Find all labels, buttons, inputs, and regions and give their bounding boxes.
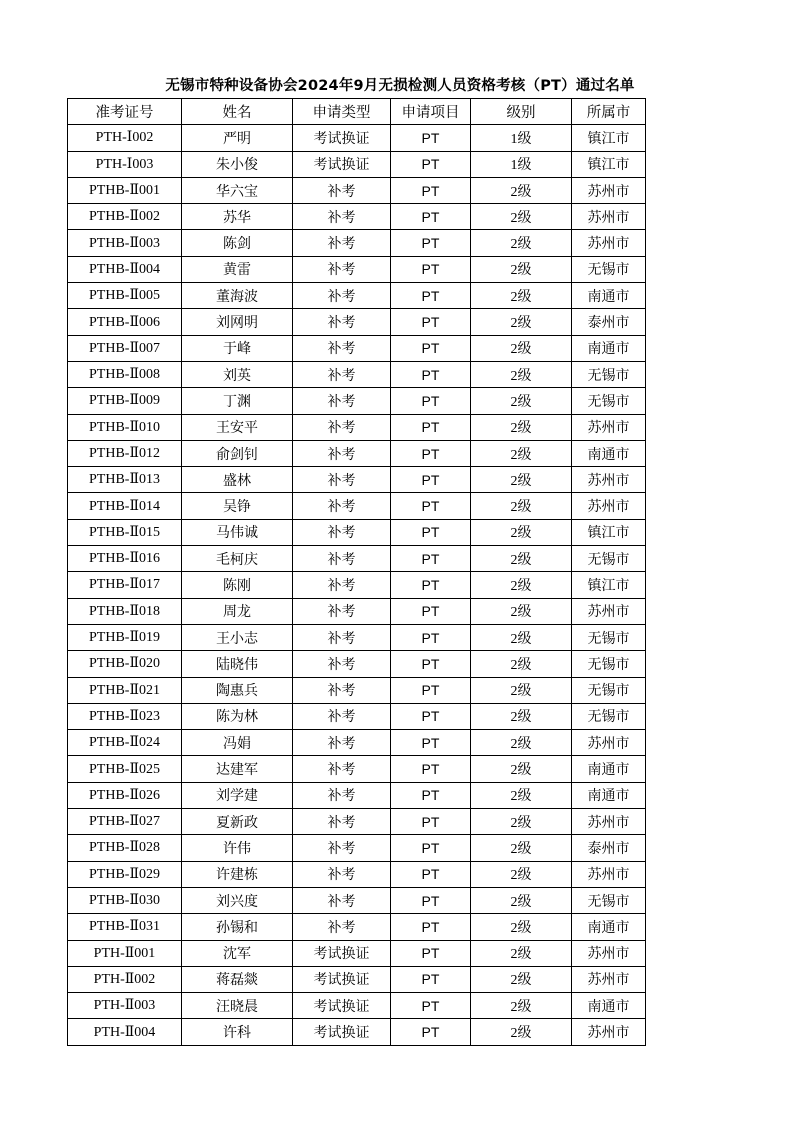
cell-application-type: 补考: [293, 440, 391, 466]
cell-application-item: PT: [391, 677, 471, 703]
cell-application-item: PT: [391, 703, 471, 729]
cell-application-item: PT: [391, 361, 471, 387]
cell-application-type: 补考: [293, 493, 391, 519]
table-row: [68, 651, 646, 677]
cell-level: 2级: [471, 782, 572, 808]
cell-name: 王小志: [182, 624, 293, 650]
cell-exam-number: PTHB-Ⅱ009: [68, 388, 182, 414]
table-row: [68, 519, 646, 545]
cell-application-type: 补考: [293, 887, 391, 913]
table-row: [68, 730, 646, 756]
table-row: [68, 309, 646, 335]
cell-name: 黄雷: [182, 256, 293, 282]
cell-exam-number: PTH-Ⅱ001: [68, 940, 182, 966]
cell-name: 陈为林: [182, 703, 293, 729]
cell-application-type: 补考: [293, 703, 391, 729]
cell-level: 2级: [471, 493, 572, 519]
cell-level: 2级: [471, 388, 572, 414]
cell-application-item: PT: [391, 914, 471, 940]
cell-application-item: PT: [391, 624, 471, 650]
cell-exam-number: PTH-Ⅱ004: [68, 1019, 182, 1045]
cell-exam-number: PTHB-Ⅱ024: [68, 730, 182, 756]
cell-city: 泰州市: [572, 835, 646, 861]
cell-level: 2级: [471, 651, 572, 677]
cell-name: 盛林: [182, 467, 293, 493]
cell-city: 南通市: [572, 440, 646, 466]
cell-application-item: PT: [391, 993, 471, 1019]
cell-application-item: PT: [391, 388, 471, 414]
cell-name: 沈军: [182, 940, 293, 966]
cell-application-type: 补考: [293, 519, 391, 545]
cell-exam-number: PTHB-Ⅱ017: [68, 572, 182, 598]
cell-exam-number: PTHB-Ⅱ016: [68, 546, 182, 572]
cell-level: 2级: [471, 809, 572, 835]
table-row: [68, 940, 646, 966]
cell-name: 陆晓伟: [182, 651, 293, 677]
cell-name: 刘英: [182, 361, 293, 387]
header-level: 级别: [471, 99, 572, 125]
cell-city: 南通市: [572, 914, 646, 940]
cell-application-type: 考试换证: [293, 1019, 391, 1045]
cell-application-item: PT: [391, 572, 471, 598]
cell-level: 2级: [471, 861, 572, 887]
cell-application-item: PT: [391, 256, 471, 282]
cell-application-type: 考试换证: [293, 940, 391, 966]
cell-application-item: PT: [391, 782, 471, 808]
table-row: [68, 335, 646, 361]
cell-level: 1级: [471, 151, 572, 177]
cell-city: 镇江市: [572, 125, 646, 151]
cell-name: 汪晓晨: [182, 993, 293, 1019]
cell-application-type: 补考: [293, 204, 391, 230]
cell-application-item: PT: [391, 1019, 471, 1045]
cell-application-type: 补考: [293, 861, 391, 887]
cell-application-item: PT: [391, 440, 471, 466]
cell-application-item: PT: [391, 651, 471, 677]
table-row: [68, 493, 646, 519]
cell-city: 泰州市: [572, 309, 646, 335]
cell-city: 无锡市: [572, 887, 646, 913]
cell-exam-number: PTHB-Ⅱ023: [68, 703, 182, 729]
cell-application-item: PT: [391, 493, 471, 519]
cell-level: 2级: [471, 993, 572, 1019]
table-row: [68, 598, 646, 624]
cell-name: 苏华: [182, 204, 293, 230]
cell-name: 许伟: [182, 835, 293, 861]
cell-application-type: 补考: [293, 177, 391, 203]
cell-exam-number: PTHB-Ⅱ013: [68, 467, 182, 493]
cell-exam-number: PTHB-Ⅱ031: [68, 914, 182, 940]
table-row: [68, 993, 646, 1019]
cell-name: 达建军: [182, 756, 293, 782]
cell-city: 南通市: [572, 756, 646, 782]
cell-exam-number: PTHB-Ⅱ020: [68, 651, 182, 677]
cell-application-type: 考试换证: [293, 966, 391, 992]
cell-level: 2级: [471, 966, 572, 992]
cell-application-type: 补考: [293, 598, 391, 624]
cell-name: 陈刚: [182, 572, 293, 598]
cell-application-item: PT: [391, 519, 471, 545]
cell-city: 苏州市: [572, 414, 646, 440]
cell-name: 夏新政: [182, 809, 293, 835]
cell-city: 镇江市: [572, 519, 646, 545]
cell-level: 2级: [471, 730, 572, 756]
cell-name: 毛柯庆: [182, 546, 293, 572]
results-table: [67, 98, 646, 1046]
cell-exam-number: PTH-Ⅱ003: [68, 993, 182, 1019]
table-row: [68, 256, 646, 282]
header-city: 所属市: [572, 99, 646, 125]
cell-name: 丁渊: [182, 388, 293, 414]
cell-application-item: PT: [391, 177, 471, 203]
cell-city: 无锡市: [572, 703, 646, 729]
cell-application-item: PT: [391, 940, 471, 966]
cell-level: 2级: [471, 256, 572, 282]
header-name: 姓名: [182, 99, 293, 125]
cell-application-item: PT: [391, 414, 471, 440]
header-application-type: 申请类型: [293, 99, 391, 125]
cell-application-type: 补考: [293, 624, 391, 650]
cell-name: 朱小俊: [182, 151, 293, 177]
cell-city: 无锡市: [572, 361, 646, 387]
cell-city: 苏州市: [572, 861, 646, 887]
cell-exam-number: PTH-Ⅰ002: [68, 125, 182, 151]
table-row: [68, 809, 646, 835]
cell-city: 无锡市: [572, 546, 646, 572]
cell-name: 冯娟: [182, 730, 293, 756]
cell-exam-number: PTHB-Ⅱ030: [68, 887, 182, 913]
table-row: [68, 835, 646, 861]
table-row: [68, 1019, 646, 1045]
cell-application-type: 考试换证: [293, 125, 391, 151]
cell-application-type: 补考: [293, 730, 391, 756]
cell-name: 董海波: [182, 283, 293, 309]
cell-application-type: 补考: [293, 467, 391, 493]
cell-level: 2级: [471, 677, 572, 703]
cell-city: 无锡市: [572, 677, 646, 703]
cell-application-type: 补考: [293, 651, 391, 677]
cell-exam-number: PTHB-Ⅱ027: [68, 809, 182, 835]
table-row: [68, 230, 646, 256]
cell-application-type: 补考: [293, 309, 391, 335]
cell-application-item: PT: [391, 966, 471, 992]
cell-name: 周龙: [182, 598, 293, 624]
cell-level: 2级: [471, 703, 572, 729]
cell-application-item: PT: [391, 546, 471, 572]
table-row: [68, 887, 646, 913]
cell-exam-number: PTH-Ⅰ003: [68, 151, 182, 177]
cell-level: 2级: [471, 177, 572, 203]
document-title: 无锡市特种设备协会2024年9月无损检测人员资格考核（PT）通过名单: [165, 78, 635, 94]
cell-city: 南通市: [572, 993, 646, 1019]
cell-exam-number: PTHB-Ⅱ029: [68, 861, 182, 887]
cell-name: 许建栋: [182, 861, 293, 887]
table-row: [68, 388, 646, 414]
cell-level: 2级: [471, 572, 572, 598]
cell-application-item: PT: [391, 861, 471, 887]
table-row: [68, 624, 646, 650]
table-row: [68, 914, 646, 940]
cell-city: 苏州市: [572, 598, 646, 624]
cell-city: 无锡市: [572, 256, 646, 282]
table-row: [68, 125, 646, 151]
cell-exam-number: PTHB-Ⅱ015: [68, 519, 182, 545]
cell-level: 2级: [471, 835, 572, 861]
cell-exam-number: PTHB-Ⅱ028: [68, 835, 182, 861]
cell-application-item: PT: [391, 730, 471, 756]
cell-application-item: PT: [391, 335, 471, 361]
table-row: [68, 966, 646, 992]
cell-name: 严明: [182, 125, 293, 151]
cell-city: 无锡市: [572, 651, 646, 677]
cell-level: 2级: [471, 887, 572, 913]
cell-application-item: PT: [391, 467, 471, 493]
cell-application-type: 补考: [293, 756, 391, 782]
cell-city: 镇江市: [572, 572, 646, 598]
table-row: [68, 756, 646, 782]
cell-application-item: PT: [391, 598, 471, 624]
header-exam-number: 准考证号: [68, 99, 182, 125]
cell-level: 2级: [471, 467, 572, 493]
cell-name: 于峰: [182, 335, 293, 361]
cell-application-item: PT: [391, 125, 471, 151]
cell-application-type: 补考: [293, 914, 391, 940]
cell-application-type: 考试换证: [293, 151, 391, 177]
cell-exam-number: PTHB-Ⅱ010: [68, 414, 182, 440]
cell-level: 2级: [471, 283, 572, 309]
cell-level: 2级: [471, 598, 572, 624]
cell-application-type: 补考: [293, 283, 391, 309]
cell-name: 俞剑钊: [182, 440, 293, 466]
cell-level: 2级: [471, 546, 572, 572]
cell-name: 陈剑: [182, 230, 293, 256]
cell-city: 南通市: [572, 782, 646, 808]
cell-name: 刘兴度: [182, 887, 293, 913]
cell-level: 2级: [471, 914, 572, 940]
cell-city: 南通市: [572, 335, 646, 361]
cell-application-type: 补考: [293, 335, 391, 361]
cell-level: 2级: [471, 361, 572, 387]
cell-city: 苏州市: [572, 1019, 646, 1045]
table-row: [68, 414, 646, 440]
cell-level: 2级: [471, 440, 572, 466]
cell-application-item: PT: [391, 887, 471, 913]
cell-application-type: 补考: [293, 230, 391, 256]
cell-application-type: 补考: [293, 256, 391, 282]
table-row: [68, 283, 646, 309]
cell-name: 刘学建: [182, 782, 293, 808]
cell-name: 刘网明: [182, 309, 293, 335]
cell-name: 许科: [182, 1019, 293, 1045]
table-row: [68, 677, 646, 703]
cell-application-item: PT: [391, 283, 471, 309]
cell-exam-number: PTHB-Ⅱ007: [68, 335, 182, 361]
cell-city: 镇江市: [572, 151, 646, 177]
cell-application-type: 考试换证: [293, 993, 391, 1019]
cell-city: 苏州市: [572, 467, 646, 493]
cell-city: 苏州市: [572, 230, 646, 256]
cell-level: 2级: [471, 756, 572, 782]
cell-name: 马伟诚: [182, 519, 293, 545]
cell-city: 苏州市: [572, 966, 646, 992]
cell-application-type: 补考: [293, 414, 391, 440]
cell-exam-number: PTHB-Ⅱ021: [68, 677, 182, 703]
cell-level: 2级: [471, 335, 572, 361]
cell-application-type: 补考: [293, 835, 391, 861]
cell-level: 2级: [471, 519, 572, 545]
cell-exam-number: PTHB-Ⅱ025: [68, 756, 182, 782]
cell-exam-number: PTHB-Ⅱ008: [68, 361, 182, 387]
cell-exam-number: PTHB-Ⅱ012: [68, 440, 182, 466]
cell-city: 南通市: [572, 283, 646, 309]
cell-exam-number: PTHB-Ⅱ018: [68, 598, 182, 624]
table-row: [68, 204, 646, 230]
cell-application-type: 补考: [293, 782, 391, 808]
cell-name: 陶惠兵: [182, 677, 293, 703]
cell-exam-number: PTHB-Ⅱ006: [68, 309, 182, 335]
cell-application-type: 补考: [293, 677, 391, 703]
cell-exam-number: PTH-Ⅱ002: [68, 966, 182, 992]
table-row: [68, 572, 646, 598]
cell-application-item: PT: [391, 204, 471, 230]
cell-application-type: 补考: [293, 572, 391, 598]
cell-exam-number: PTHB-Ⅱ002: [68, 204, 182, 230]
cell-level: 2级: [471, 309, 572, 335]
cell-name: 吴铮: [182, 493, 293, 519]
cell-exam-number: PTHB-Ⅱ014: [68, 493, 182, 519]
cell-application-item: PT: [391, 230, 471, 256]
table-row: [68, 467, 646, 493]
cell-name: 孙锡和: [182, 914, 293, 940]
cell-application-type: 补考: [293, 546, 391, 572]
cell-city: 苏州市: [572, 493, 646, 519]
cell-application-item: PT: [391, 151, 471, 177]
table-row: [68, 703, 646, 729]
cell-application-item: PT: [391, 309, 471, 335]
cell-city: 苏州市: [572, 809, 646, 835]
cell-level: 2级: [471, 1019, 572, 1045]
cell-level: 2级: [471, 940, 572, 966]
cell-exam-number: PTHB-Ⅱ026: [68, 782, 182, 808]
table-row: [68, 782, 646, 808]
cell-application-item: PT: [391, 809, 471, 835]
table-row: [68, 546, 646, 572]
cell-exam-number: PTHB-Ⅱ001: [68, 177, 182, 203]
table-header-row: [68, 99, 646, 125]
cell-application-type: 补考: [293, 388, 391, 414]
cell-city: 苏州市: [572, 204, 646, 230]
cell-application-type: 补考: [293, 361, 391, 387]
table-row: [68, 361, 646, 387]
cell-city: 苏州市: [572, 940, 646, 966]
cell-exam-number: PTHB-Ⅱ019: [68, 624, 182, 650]
cell-application-item: PT: [391, 835, 471, 861]
cell-name: 王安平: [182, 414, 293, 440]
cell-level: 2级: [471, 230, 572, 256]
table-row: [68, 861, 646, 887]
table-row: [68, 440, 646, 466]
table-body: [68, 125, 646, 1045]
cell-city: 苏州市: [572, 177, 646, 203]
cell-city: 苏州市: [572, 730, 646, 756]
cell-name: 蒋磊燚: [182, 966, 293, 992]
cell-exam-number: PTHB-Ⅱ003: [68, 230, 182, 256]
cell-exam-number: PTHB-Ⅱ005: [68, 283, 182, 309]
cell-city: 无锡市: [572, 624, 646, 650]
cell-level: 1级: [471, 125, 572, 151]
table-row: [68, 177, 646, 203]
cell-level: 2级: [471, 624, 572, 650]
cell-name: 华六宝: [182, 177, 293, 203]
header-application-item: 申请项目: [391, 99, 471, 125]
cell-city: 无锡市: [572, 388, 646, 414]
cell-level: 2级: [471, 414, 572, 440]
cell-application-item: PT: [391, 756, 471, 782]
cell-application-type: 补考: [293, 809, 391, 835]
table-row: [68, 151, 646, 177]
cell-exam-number: PTHB-Ⅱ004: [68, 256, 182, 282]
cell-level: 2级: [471, 204, 572, 230]
